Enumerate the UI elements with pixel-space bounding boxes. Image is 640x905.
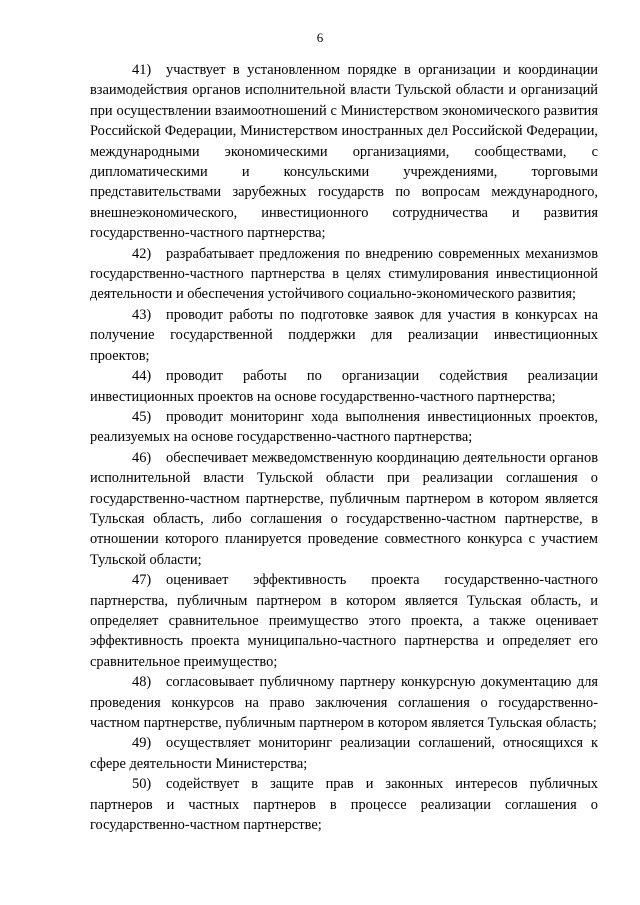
item-text: оценивает эффективность проекта государственно-частного партнерства, публичным партнером в котором является Тульская область, и определяет сравнительное преимущество этого проекта, а также оценивает эффективность проекта муниципально-частного партнерства и определяет его сравнительное преимущество; (90, 572, 598, 670)
list-item (90, 733, 598, 774)
list-item (90, 774, 598, 835)
page-number: 6 (316, 30, 324, 45)
list-item (90, 407, 598, 448)
item-text: участвует в установленном порядке в организации и координации взаимодействия органов исполнительной власти Тульской области и организаций при осуществлении взаимоотношений с Министерством экономического развития Российской Федерации, Министерством иностранных дел Российской Федерации, международными экономическими организациями, сообществами, с дипломатическими и консульскими учреждениями, торговыми представительствами зарубежных государств по вопросам международного, внешнеэкономического, инвестиционного сотрудничества и развития государственно-частного партнерства; (90, 62, 598, 242)
list-item (90, 305, 598, 366)
list-item (90, 672, 598, 733)
list-item (90, 60, 598, 244)
item-number: 41) (132, 62, 152, 78)
item-text: проводит работы по организации содействия реализации инвестиционных проектов на основе государственно-частного партнерства; (90, 368, 598, 405)
list-item (90, 244, 598, 305)
item-number: 44) (132, 368, 152, 385)
list-item (90, 366, 598, 407)
item-text: разрабатывает предложения по внедрению современных механизмов государственно-частного партнерства в целях стимулирования инвестиционной деятельности и обеспечения устойчивого социально-экономического развития; (90, 245, 598, 303)
item-number: 50) (132, 776, 152, 793)
item-text: проводит работы по подготовке заявок для участия в конкурсах на получение государственной поддержки для реализации инвестиционных проектов; (90, 306, 598, 364)
item-text: проводит мониторинг хода выполнения инвестиционных проектов, реализуемых на основе государственно-частного партнерства; (90, 408, 598, 446)
list-item (90, 570, 598, 672)
item-number: 42) (132, 245, 152, 262)
item-number: 43) (132, 306, 152, 323)
item-text: осуществляет мониторинг реализации соглашений, относящихся к сфере деятельности Министерства; (90, 735, 598, 772)
item-number: 46) (132, 449, 152, 466)
document-body (90, 60, 598, 835)
item-text: содействует в защите прав и законных интересов публичных партнеров и частных партнеров в процессе реализации соглашения о государственно-частном партнерстве; (90, 776, 598, 834)
item-number: 48) (132, 674, 152, 691)
item-number: 45) (132, 408, 152, 425)
item-text: обеспечивает межведомственную координацию деятельности органов исполнительной власти Тульской области при реализации соглашения о государственно-частном партнерстве, публичным партнером в котором является Тульская область, либо соглашения о государственно-частном партнерстве, в отношении которого планируется проведение совместного конкурса с участием Тульской области; (90, 449, 598, 568)
item-number: 47) (132, 572, 152, 589)
item-text: согласовывает публичному партнеру конкурсную документацию для проведения конкурсов на право заключения соглашения о государственно-частном партнерстве, публичным партнером в котором является Тульская область; (90, 674, 598, 731)
list-item (90, 448, 598, 570)
item-number: 49) (132, 735, 152, 752)
